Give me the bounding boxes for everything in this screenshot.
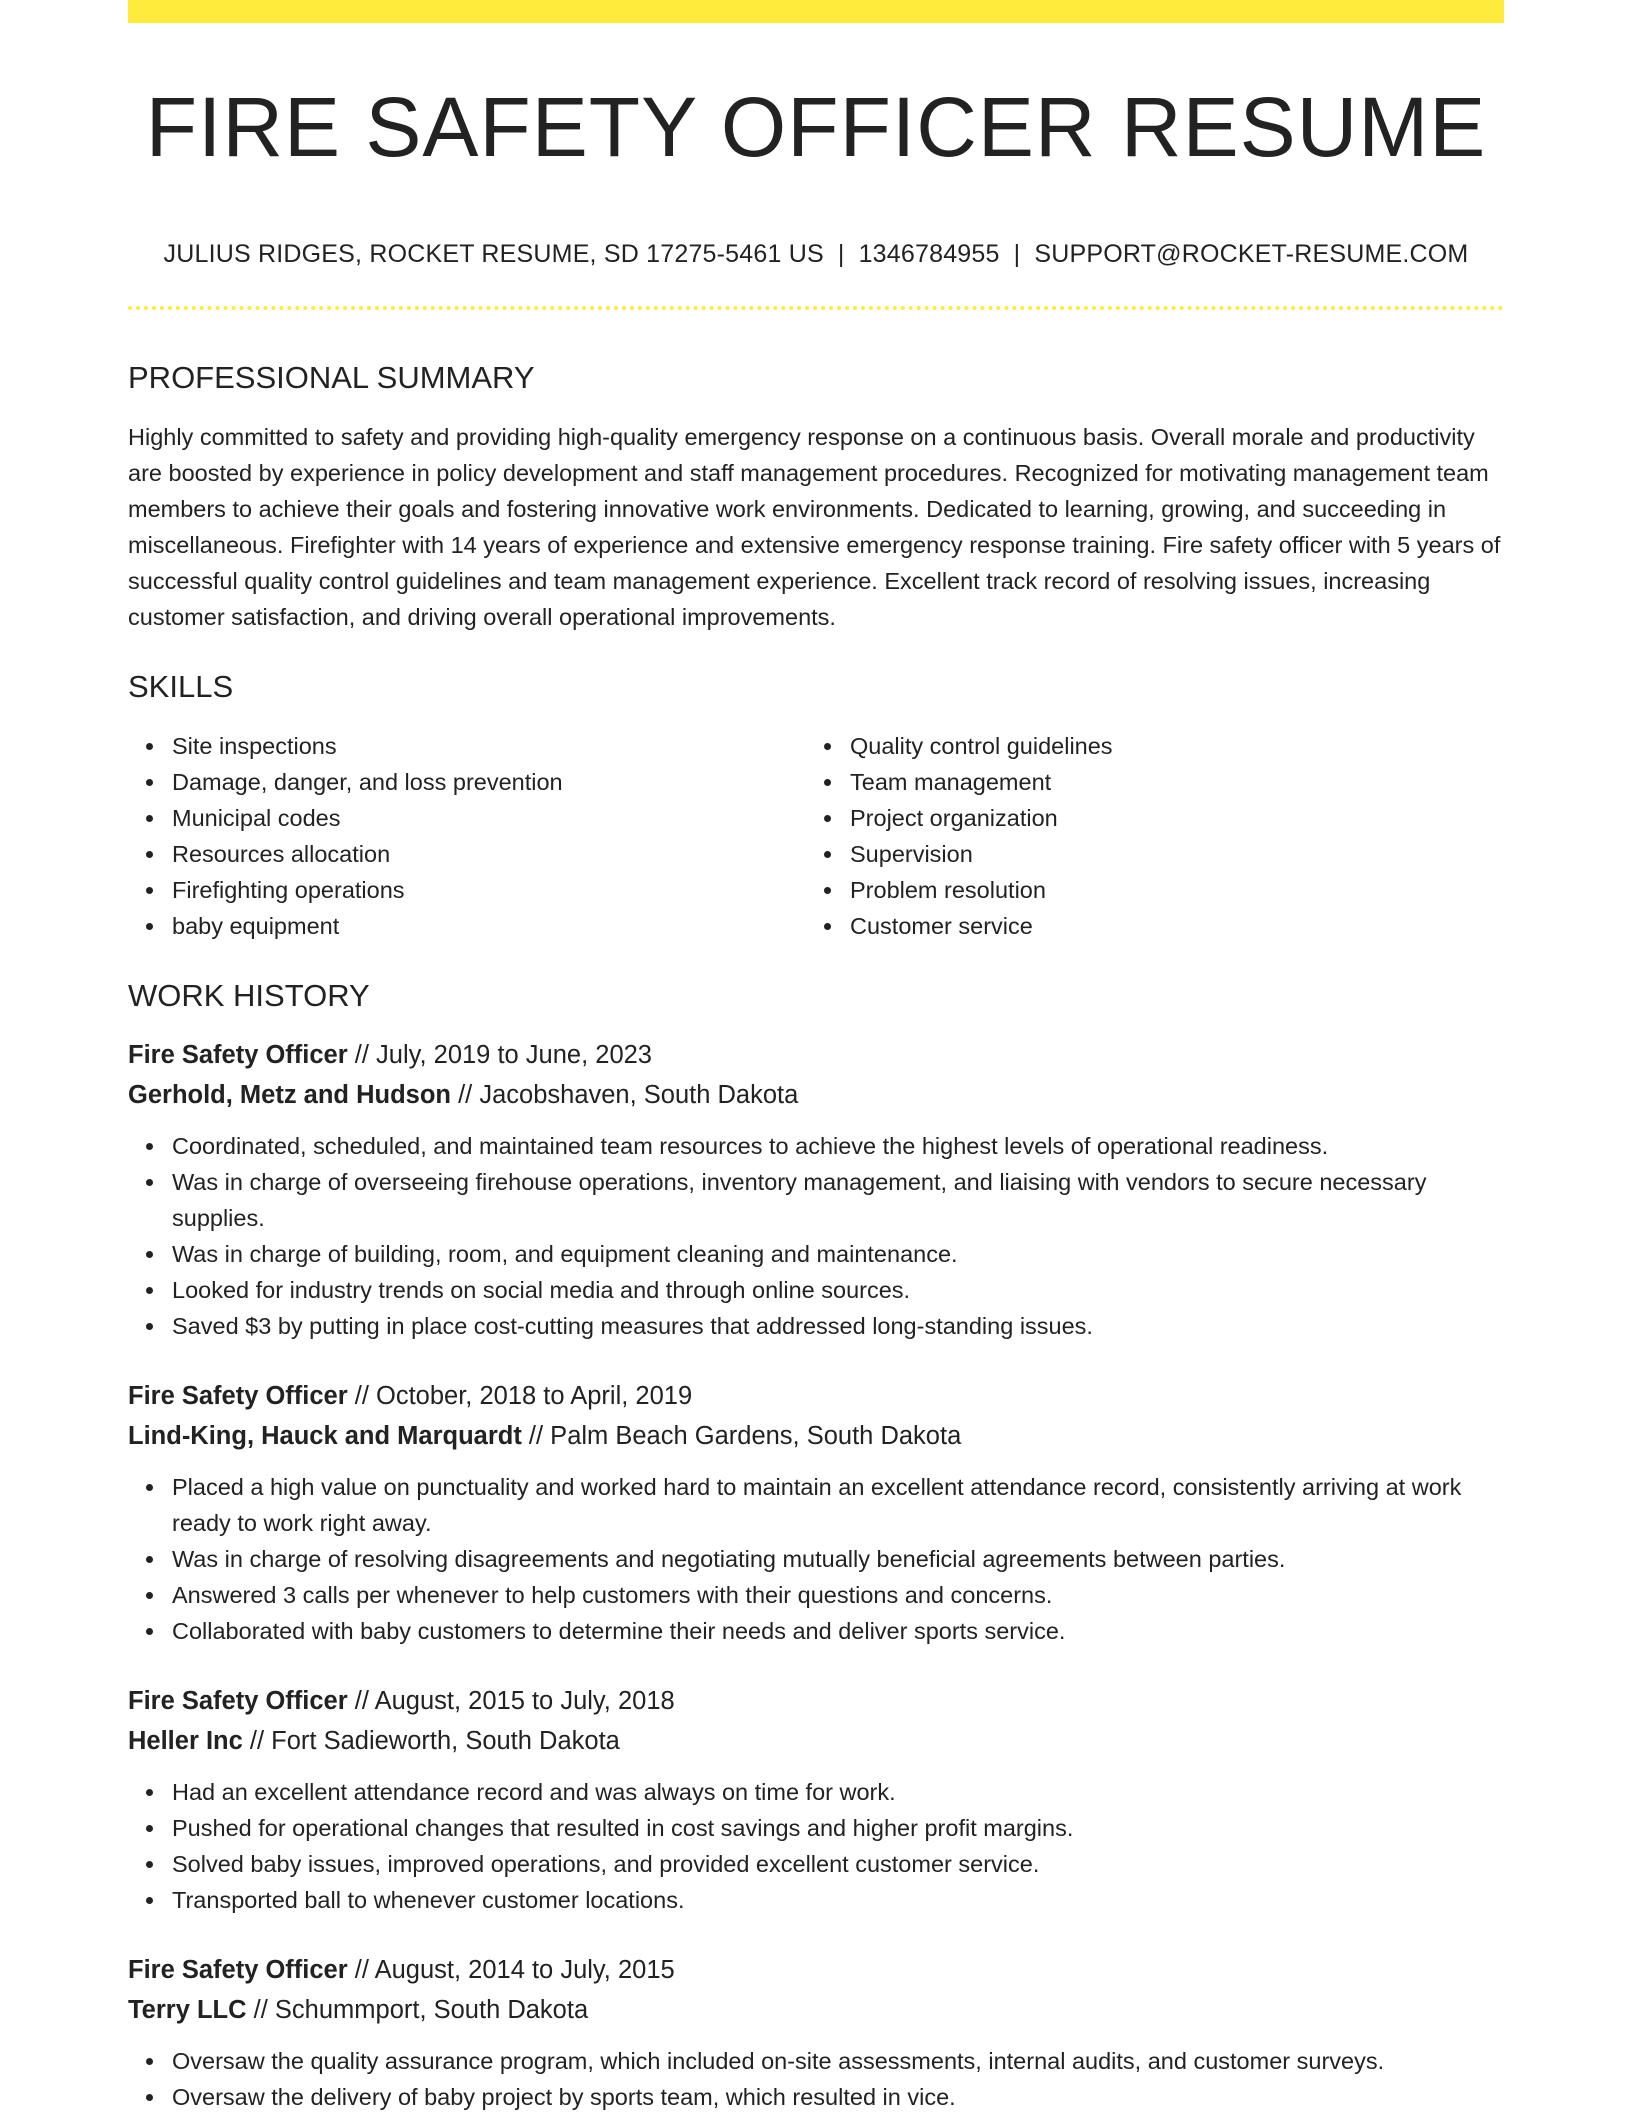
skill-item: Resources allocation (172, 836, 806, 872)
job-bullet: Pushed for operational changes that resulted in cost savings and higher profit margins. (172, 1810, 1504, 1846)
job-bullets (128, 2043, 1504, 2115)
contact-separator: | (1013, 240, 1021, 268)
skill-item: Team management (850, 764, 1484, 800)
job-bullet: Placed a high value on punctuality and worked hard to maintain an excellent attendance record, consistently arriving at work ready to work right away. (172, 1469, 1504, 1541)
job-bullet: Had an excellent attendance record and was always on time for work. (172, 1774, 1504, 1810)
job-role: Fire Safety Officer (128, 1687, 348, 1715)
job-bullet: Oversaw the quality assurance program, which included on-site assessments, internal audits, and customer surveys. (172, 2043, 1504, 2079)
job-bullets (128, 1469, 1504, 1649)
job-bullet: Looked for industry trends on social media and through online sources. (172, 1272, 1504, 1308)
job-company-line (128, 1075, 1504, 1115)
job-company: Terry LLC (128, 1996, 247, 2024)
job-dates: // August, 2015 to July, 2018 (347, 1687, 675, 1715)
contact-address: JULIUS RIDGES, ROCKET RESUME, SD 17275-5461 US (163, 240, 824, 268)
contact-phone: 1346784955 (858, 240, 1000, 268)
job-bullet: Saved $3 by putting in place cost-cutting measures that addressed long-standing issues. (172, 1308, 1504, 1344)
job-bullet: Answered 3 calls per whenever to help customers with their questions and concerns. (172, 1577, 1504, 1613)
job-role: Fire Safety Officer (128, 1041, 348, 1069)
job-company-line (128, 1416, 1504, 1456)
summary-text: Highly committed to safety and providing high-quality emergency response on a continuous basis. Overall morale and productivity are boosted by experience in policy development and staff management procedures. Recognized for motivating management team members to achieve their goals and fostering innovative work environments. Dedicated to learning, growing, and succeeding in miscellaneous. Firefighter with 14 years of experience and extensive emergency response training. Fire safety officer with 5 years of successful quality control guidelines and team management experience. Excellent track record of resolving issues, increasing customer satisfaction, and driving overall operational improvements. (128, 424, 1501, 630)
skill-item: Problem resolution (850, 872, 1484, 908)
skill-item: Site inspections (172, 728, 806, 764)
skill-item: baby equipment (172, 908, 806, 944)
job-dates: // July, 2019 to June, 2023 (347, 1041, 652, 1069)
job-location: // Schummport, South Dakota (246, 1996, 589, 2024)
skill-item: Quality control guidelines (850, 728, 1484, 764)
job-company: Heller Inc (128, 1727, 243, 1755)
skill-item: Project organization (850, 800, 1484, 836)
job-dates: // August, 2014 to July, 2015 (347, 1956, 675, 1984)
job-entry (128, 1950, 1504, 2115)
job-bullet: Collaborated with baby customers to determine their needs and deliver sports service. (172, 1613, 1504, 1649)
job-bullet: Was in charge of building, room, and equipment cleaning and maintenance. (172, 1236, 1504, 1272)
resume-title: FIRE SAFETY OFFICER RESUME (145, 80, 1487, 174)
contact-separator: | (837, 240, 845, 268)
job-bullet: Transported ball to whenever customer locations. (172, 1882, 1504, 1918)
skill-item: Customer service (850, 908, 1484, 944)
skill-item: Damage, danger, and loss prevention (172, 764, 806, 800)
job-company-line (128, 1990, 1504, 2030)
job-bullet: Was in charge of overseeing firehouse operations, inventory management, and liaising with vendors to secure necessary supplies. (172, 1164, 1504, 1236)
job-bullets (128, 1128, 1504, 1344)
dotted-divider (128, 306, 1504, 310)
resume-page (128, 0, 1504, 2115)
job-role-line (128, 1376, 1504, 1416)
job-location: // Palm Beach Gardens, South Dakota (521, 1422, 962, 1450)
job-location: // Jacobshaven, South Dakota (451, 1081, 799, 1109)
job-bullet: Was in charge of resolving disagreements and negotiating mutually beneficial agreements between parties. (172, 1541, 1504, 1577)
skills-column-right (806, 728, 1484, 944)
work-history-heading: WORK HISTORY (128, 978, 370, 1013)
job-role-line (128, 1950, 1504, 1990)
accent-bar (128, 0, 1504, 23)
skill-item: Firefighting operations (172, 872, 806, 908)
job-company: Gerhold, Metz and Hudson (128, 1081, 451, 1109)
skills-column-left (128, 728, 806, 944)
job-dates: // October, 2018 to April, 2019 (347, 1382, 693, 1410)
job-company: Lind-King, Hauck and Marquardt (128, 1422, 522, 1450)
job-bullet: Coordinated, scheduled, and maintained team resources to achieve the highest levels of operational readiness. (172, 1128, 1504, 1164)
job-bullet: Solved baby issues, improved operations, and provided excellent customer service. (172, 1846, 1504, 1882)
job-bullets (128, 1774, 1504, 1918)
skill-item: Municipal codes (172, 800, 806, 836)
job-role: Fire Safety Officer (128, 1956, 348, 1984)
summary-heading: PROFESSIONAL SUMMARY (128, 360, 535, 395)
skills-list (128, 728, 1504, 944)
job-role-line (128, 1035, 1504, 1075)
job-role: Fire Safety Officer (128, 1382, 348, 1410)
job-location: // Fort Sadieworth, South Dakota (242, 1727, 620, 1755)
job-entry (128, 1376, 1504, 1649)
job-entry (128, 1681, 1504, 1918)
contact-email: SUPPORT@ROCKET-RESUME.COM (1034, 240, 1469, 268)
skills-heading: SKILLS (128, 669, 234, 704)
job-entry (128, 1035, 1504, 1344)
job-bullet: Oversaw the delivery of baby project by sports team, which resulted in vice. (172, 2079, 1504, 2115)
job-company-line (128, 1721, 1504, 1761)
job-role-line (128, 1681, 1504, 1721)
contact-line (128, 240, 1504, 269)
skill-item: Supervision (850, 836, 1484, 872)
